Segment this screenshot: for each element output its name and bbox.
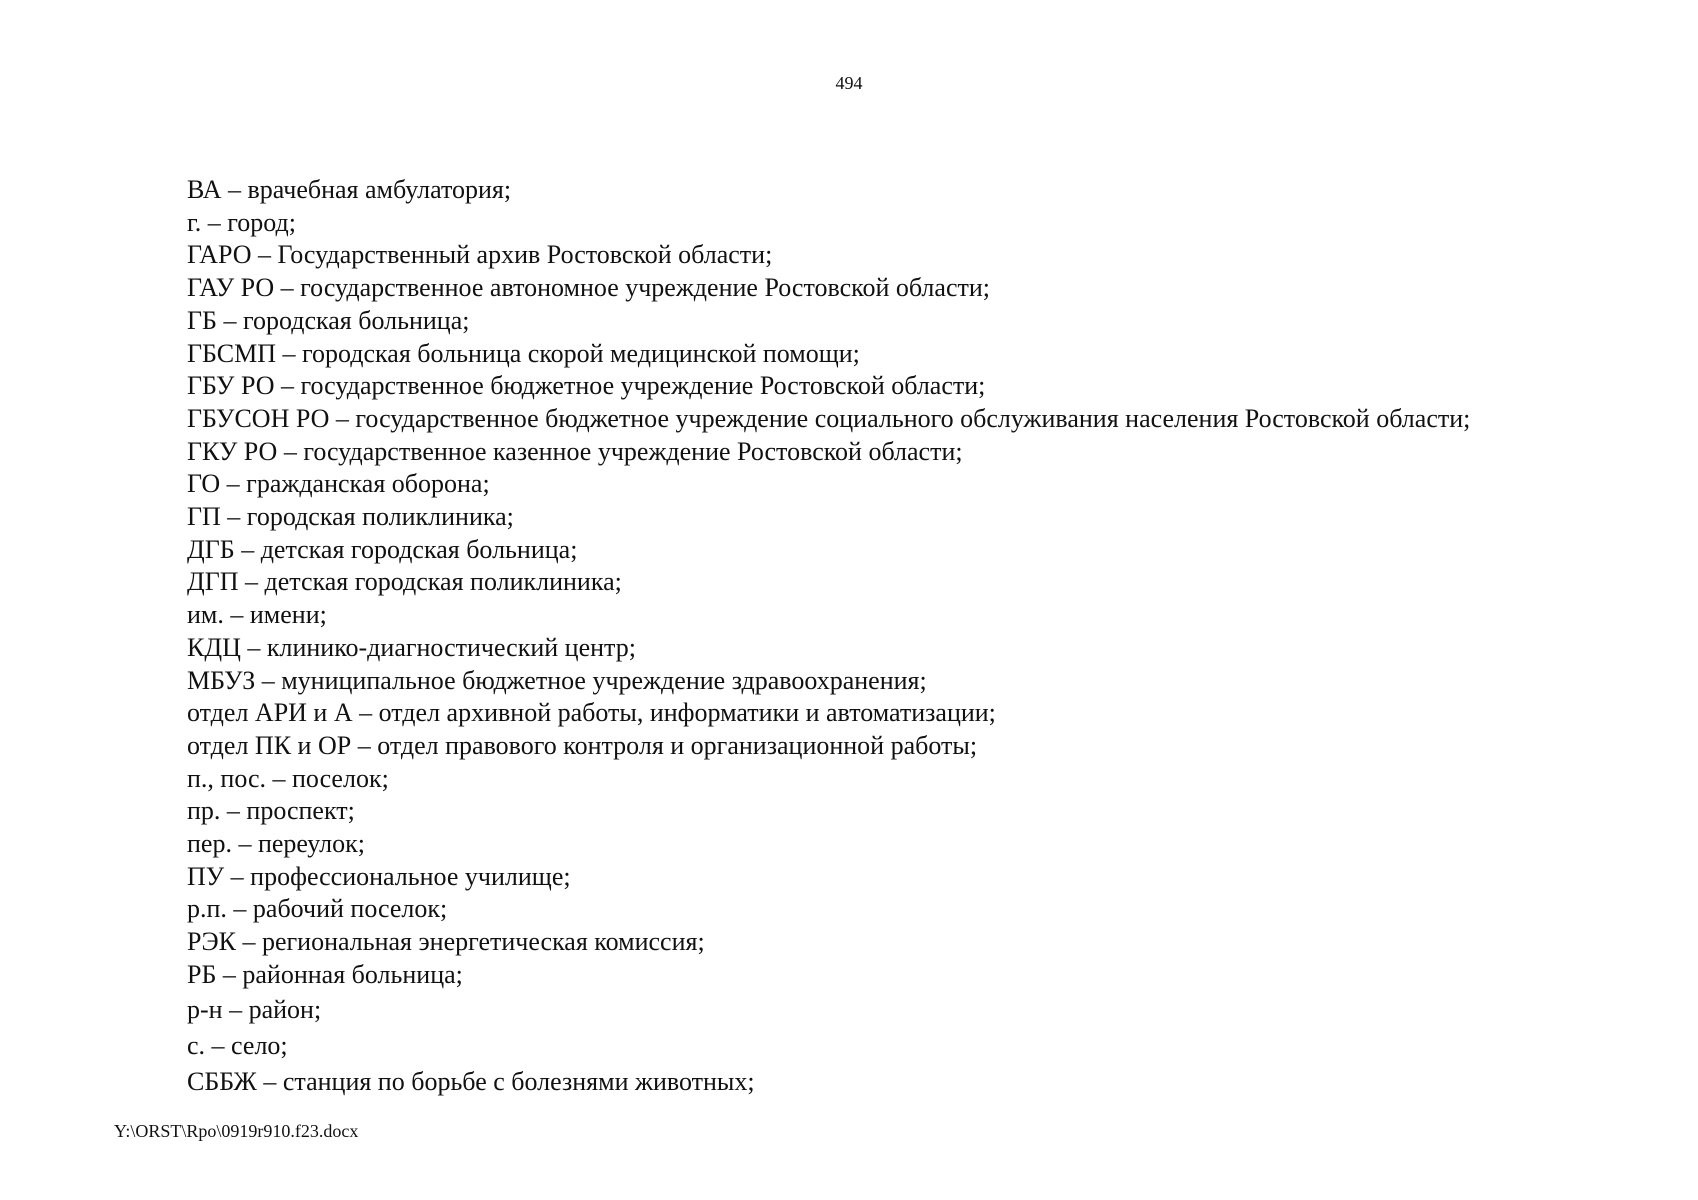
list-item: ВА – врачебная амбулатория; — [187, 175, 512, 204]
list-item: ГО – гражданская оборона; — [187, 469, 490, 499]
list-item: СББЖ – станция по борьбе с болезнями животных; — [187, 1066, 755, 1096]
list-item: отдел ПК и ОР – отдел правового контроля и организационной работы; — [187, 730, 978, 760]
list-item: РЭК – региональная энергетическая комиссия; — [187, 927, 705, 957]
list-item: ГБСМП – городская больница скорой медицинской помощи; — [187, 338, 860, 368]
list-item: пер. – переулок; — [187, 829, 365, 859]
list-item: отдел АРИ и А – отдел архивной работы, информатики и автоматизации; — [187, 698, 996, 728]
list-item: пр. – проспект; — [187, 796, 355, 826]
footer-file-path: Y:\ORST\Rpo\0919r910.f23.docx — [114, 1121, 359, 1141]
list-item: ДГП – детская городская поликлиника; — [187, 567, 622, 597]
list-item: с. – село; — [187, 1030, 288, 1060]
list-item: г. – город; — [187, 207, 296, 237]
list-item: р-н – район; — [187, 994, 322, 1024]
page-number: 494 — [835, 73, 863, 93]
list-item: ГБУСОН РО – государственное бюджетное учреждение социального обслуживания населения Ростовской области; — [187, 403, 1471, 433]
list-item: п., пос. – поселок; — [187, 763, 389, 793]
list-item: им. – имени; — [187, 600, 327, 630]
list-item: р.п. – рабочий поселок; — [187, 894, 448, 924]
list-item: ГАРО – Государственный архив Ростовской области; — [187, 240, 773, 270]
list-item: МБУЗ – муниципальное бюджетное учреждение здравоохранения; — [187, 665, 927, 695]
list-item: ГАУ РО – государственное автономное учреждение Ростовской области; — [187, 273, 990, 303]
list-item: ГП – городская поликлиника; — [187, 502, 514, 532]
list-item: ГБУ РО – государственное бюджетное учреждение Ростовской области; — [187, 371, 986, 401]
list-item: ПУ – профессиональное училище; — [187, 861, 571, 891]
abbreviation-list — [187, 174, 1470, 1100]
list-item: ГБ – городская больница; — [187, 305, 470, 335]
list-item: РБ – районная больница; — [187, 959, 463, 989]
list-item: ДГБ – детская городская больница; — [187, 534, 578, 564]
list-item: КДЦ – клинико-диагностический центр; — [187, 632, 636, 662]
list-item: ГКУ РО – государственное казенное учреждение Ростовской области; — [187, 436, 963, 466]
